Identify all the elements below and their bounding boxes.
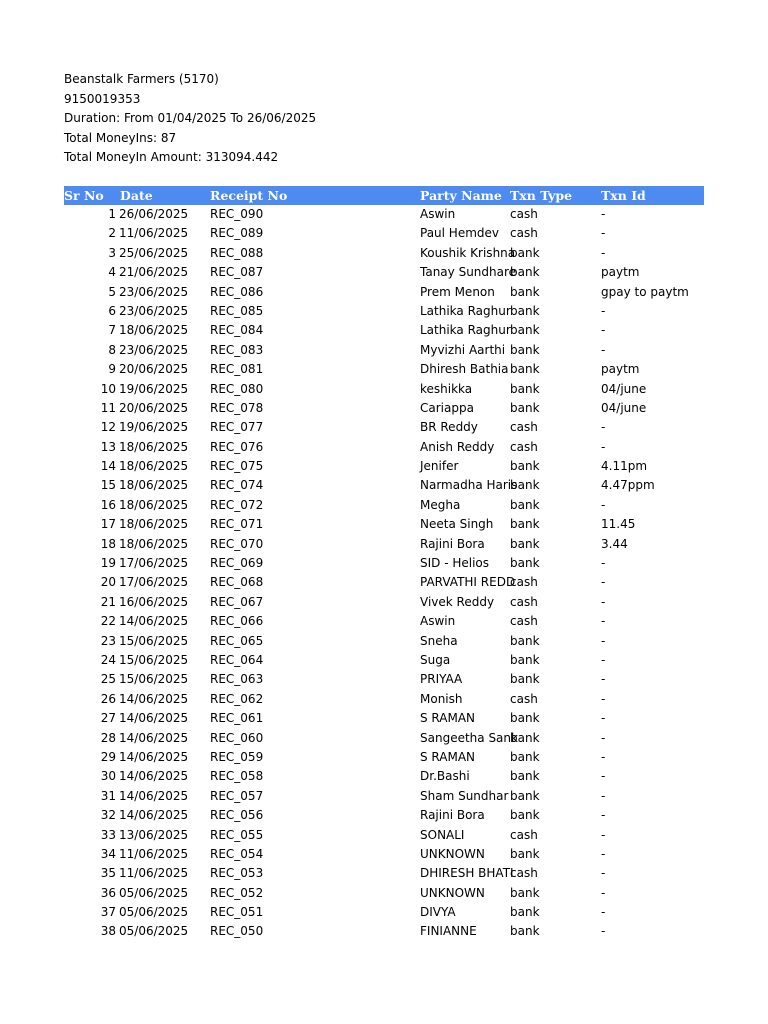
date-cell: 18/06/2025 xyxy=(119,439,189,454)
receipt-no-cell: REC_088 xyxy=(210,245,264,260)
sr-no-cell: 19 xyxy=(100,556,116,571)
table-row xyxy=(64,670,704,689)
date-cell: 14/06/2025 xyxy=(119,691,189,706)
txn-id-cell: 3.44 xyxy=(601,536,628,551)
date-cell: 14/06/2025 xyxy=(119,711,189,726)
sr-no-cell: 27 xyxy=(100,711,116,726)
txn-id-cell: - xyxy=(601,323,606,338)
date-cell: 13/06/2025 xyxy=(119,827,189,842)
txn-id-cell: - xyxy=(601,226,606,241)
table-row xyxy=(64,515,704,534)
date-cell: 18/06/2025 xyxy=(119,323,189,338)
sr-no-cell: 28 xyxy=(100,730,116,745)
date-cell: 14/06/2025 xyxy=(119,788,189,803)
party-name-cell: Megha xyxy=(420,497,461,512)
txn-id-cell: - xyxy=(601,866,606,881)
party-name-cell: Paul Hemdev xyxy=(420,226,500,241)
company-name: Beanstalk Farmers (5170) xyxy=(64,72,219,86)
txn-type-cell: bank xyxy=(510,788,540,803)
txn-type-cell: cash xyxy=(510,866,538,881)
date-cell: 14/06/2025 xyxy=(119,614,189,629)
txn-type-cell: bank xyxy=(510,284,540,299)
txn-id-cell: paytm xyxy=(601,362,640,377)
receipt-no-cell: REC_076 xyxy=(210,439,264,454)
sr-no-cell: 20 xyxy=(100,575,116,590)
receipt-no-cell: REC_051 xyxy=(210,905,264,920)
sr-no-cell: 12 xyxy=(100,420,116,435)
receipt-no-cell: REC_083 xyxy=(210,342,264,357)
date-cell: 19/06/2025 xyxy=(119,381,189,396)
table-row xyxy=(64,593,704,612)
table-row xyxy=(64,922,704,941)
receipt-no-cell: REC_078 xyxy=(210,400,264,415)
sr-no-cell: 15 xyxy=(100,478,116,493)
date-cell: 21/06/2025 xyxy=(119,265,189,280)
txn-type-cell: bank xyxy=(510,342,540,357)
receipt-no-cell: REC_074 xyxy=(210,478,264,493)
txn-type-cell: bank xyxy=(510,400,540,415)
party-name-cell: Jenifer xyxy=(420,459,459,474)
date-cell: 19/06/2025 xyxy=(119,420,189,435)
txn-type-cell: cash xyxy=(510,594,538,609)
sr-no-cell: 29 xyxy=(100,749,116,764)
sr-no-cell: 26 xyxy=(100,691,116,706)
table-row xyxy=(64,709,704,728)
table-row xyxy=(64,651,704,670)
receipt-no-cell: REC_087 xyxy=(210,265,264,280)
date-cell: 25/06/2025 xyxy=(119,245,189,260)
txn-type-cell: bank xyxy=(510,517,540,532)
sr-no-cell: 13 xyxy=(100,439,116,454)
txn-type-cell: bank xyxy=(510,323,540,338)
party-name-cell: Monish xyxy=(420,691,463,706)
table-row xyxy=(64,729,704,748)
date-cell: 05/06/2025 xyxy=(119,885,189,900)
party-name-cell: UNKNOWN xyxy=(420,885,485,900)
receipt-no-cell: REC_084 xyxy=(210,323,264,338)
table-row xyxy=(64,321,704,340)
party-name-cell: S RAMAN xyxy=(420,711,476,726)
sr-no-cell: 38 xyxy=(100,924,116,939)
date-cell: 26/06/2025 xyxy=(119,207,189,221)
txn-type-cell: cash xyxy=(510,439,538,454)
receipt-no-cell: REC_090 xyxy=(210,207,264,221)
table-row xyxy=(64,476,704,495)
sr-no-cell: 33 xyxy=(100,827,116,842)
party-name-cell: Aswin xyxy=(420,614,456,629)
txn-type-cell: bank xyxy=(510,245,540,260)
party-name-cell: BR Reddy xyxy=(420,420,478,435)
total-moneyin-amount: Total MoneyIn Amount: 313094.442 xyxy=(64,150,279,164)
date-cell: 14/06/2025 xyxy=(119,749,189,764)
txn-type-cell: cash xyxy=(510,207,538,221)
txn-type-cell: cash xyxy=(510,827,538,842)
txn-type-cell: bank xyxy=(510,459,540,474)
receipt-no-cell: REC_069 xyxy=(210,556,264,571)
party-name-cell: Suga xyxy=(420,652,451,667)
receipt-no-cell: REC_089 xyxy=(210,226,264,241)
txn-id-cell: - xyxy=(601,905,606,920)
party-name-cell: Lathika Raghur xyxy=(420,323,511,338)
txn-id-cell: - xyxy=(601,497,606,512)
date-cell: 15/06/2025 xyxy=(119,652,189,667)
table-row xyxy=(64,612,704,631)
txn-type-cell: bank xyxy=(510,769,540,784)
txn-id-cell: - xyxy=(601,691,606,706)
txn-id-cell: paytm xyxy=(601,265,640,280)
txn-type-cell: bank xyxy=(510,633,540,648)
receipt-no-cell: REC_060 xyxy=(210,730,264,745)
txn-type-cell: cash xyxy=(510,575,538,590)
txn-type-cell: bank xyxy=(510,265,540,280)
txn-type-cell: cash xyxy=(510,226,538,241)
date-cell: 11/06/2025 xyxy=(119,866,189,881)
date-cell: 15/06/2025 xyxy=(119,633,189,648)
date-cell: 05/06/2025 xyxy=(119,924,189,939)
party-name-cell: PARVATHI REDD xyxy=(420,575,516,590)
receipt-no-cell: REC_059 xyxy=(210,749,264,764)
table-row xyxy=(64,864,704,883)
txn-id-cell: - xyxy=(601,575,606,590)
txn-id-cell: - xyxy=(601,749,606,764)
party-name-cell: DHIRESH BHATI xyxy=(420,866,514,881)
party-name-cell: Lathika Raghur xyxy=(420,303,511,318)
table-row xyxy=(64,903,704,922)
txn-type-cell: bank xyxy=(510,749,540,764)
txn-type-cell: bank xyxy=(510,652,540,667)
receipt-no-cell: REC_053 xyxy=(210,866,264,881)
column-header-receipt-no: Receipt No xyxy=(210,188,288,203)
sr-no-cell: 7 xyxy=(108,323,116,338)
column-header-party-name: Party Name xyxy=(420,188,502,203)
sr-no-cell: 37 xyxy=(100,905,116,920)
txn-type-cell: bank xyxy=(510,536,540,551)
party-name-cell: Vivek Reddy xyxy=(420,594,495,609)
phone-number: 9150019353 xyxy=(64,91,141,106)
receipt-no-cell: REC_072 xyxy=(210,497,264,512)
receipt-no-cell: REC_085 xyxy=(210,303,264,318)
txn-id-cell: - xyxy=(601,846,606,861)
duration-text: Duration: From 01/04/2025 To 26/06/2025 xyxy=(64,111,317,125)
table-header-row xyxy=(64,186,704,205)
receipt-no-cell: REC_064 xyxy=(210,652,264,667)
sr-no-cell: 16 xyxy=(100,497,116,512)
table-row xyxy=(64,302,704,321)
party-name-cell: Dr.Bashi xyxy=(420,769,470,784)
receipt-no-cell: REC_062 xyxy=(210,691,264,706)
txn-type-cell: bank xyxy=(510,905,540,920)
table-row xyxy=(64,496,704,515)
party-name-cell: Sneha xyxy=(420,633,458,648)
txn-id-cell: - xyxy=(601,614,606,629)
txn-id-cell: 4.47ppm xyxy=(601,478,655,493)
date-cell: 18/06/2025 xyxy=(119,536,189,551)
table-row xyxy=(64,767,704,786)
party-name-cell: FINIANNE xyxy=(420,924,477,939)
date-cell: 18/06/2025 xyxy=(119,478,189,493)
table-row xyxy=(64,690,704,709)
table-row xyxy=(64,418,704,437)
date-cell: 14/06/2025 xyxy=(119,730,189,745)
table-row xyxy=(64,380,704,399)
date-cell: 20/06/2025 xyxy=(119,400,189,415)
report-header xyxy=(64,70,704,168)
table-row xyxy=(64,224,704,243)
date-cell: 14/06/2025 xyxy=(119,808,189,823)
table-row xyxy=(64,205,704,224)
receipt-no-cell: REC_081 xyxy=(210,362,264,377)
receipt-no-cell: REC_077 xyxy=(210,420,264,435)
sr-no-cell: 31 xyxy=(100,788,116,803)
receipt-no-cell: REC_066 xyxy=(210,614,264,629)
table-row xyxy=(64,748,704,767)
txn-id-cell: - xyxy=(601,652,606,667)
sr-no-cell: 3 xyxy=(108,245,116,260)
date-cell: 05/06/2025 xyxy=(119,905,189,920)
txn-id-cell: - xyxy=(601,730,606,745)
receipt-no-cell: REC_086 xyxy=(210,284,264,299)
txn-type-cell: cash xyxy=(510,691,538,706)
date-cell: 23/06/2025 xyxy=(119,342,189,357)
txn-type-cell: bank xyxy=(510,846,540,861)
receipt-no-cell: REC_050 xyxy=(210,924,264,939)
txn-id-cell: 11.45 xyxy=(601,517,636,532)
txn-id-cell: - xyxy=(601,556,606,571)
receipt-no-cell: REC_057 xyxy=(210,788,264,803)
receipt-no-cell: REC_063 xyxy=(210,672,264,687)
table-row xyxy=(64,826,704,845)
txn-id-cell: - xyxy=(601,245,606,260)
txn-type-cell: bank xyxy=(510,924,540,939)
date-cell: 11/06/2025 xyxy=(119,226,189,241)
table-row xyxy=(64,632,704,651)
txn-id-cell: - xyxy=(601,924,606,939)
receipt-no-cell: REC_054 xyxy=(210,846,264,861)
party-name-cell: PRIYAA xyxy=(420,672,463,687)
party-name-cell: Tanay Sundhare xyxy=(420,265,517,280)
receipt-no-cell: REC_056 xyxy=(210,808,264,823)
sr-no-cell: 2 xyxy=(108,226,116,241)
txn-type-cell: bank xyxy=(510,497,540,512)
party-name-cell: Sham Sundhar xyxy=(420,788,509,803)
date-cell: 20/06/2025 xyxy=(119,362,189,377)
table-row xyxy=(64,360,704,379)
receipt-no-cell: REC_075 xyxy=(210,459,264,474)
txn-type-cell: bank xyxy=(510,303,540,318)
column-header-txn-id: Txn Id xyxy=(601,188,646,203)
txn-id-cell: - xyxy=(601,788,606,803)
sr-no-cell: 34 xyxy=(100,846,116,861)
txn-type-cell: bank xyxy=(510,885,540,900)
txn-type-cell: bank xyxy=(510,381,540,396)
txn-type-cell: cash xyxy=(510,420,538,435)
sr-no-cell: 5 xyxy=(108,284,116,299)
txn-id-cell: gpay to paytm xyxy=(601,284,689,299)
sr-no-cell: 21 xyxy=(100,594,116,609)
sr-no-cell: 35 xyxy=(100,866,116,881)
txn-id-cell: - xyxy=(601,420,606,435)
txn-id-cell: 04/june xyxy=(601,400,647,415)
sr-no-cell: 22 xyxy=(100,614,116,629)
txn-id-cell: - xyxy=(601,207,606,221)
txn-type-cell: bank xyxy=(510,672,540,687)
date-cell: 17/06/2025 xyxy=(119,556,189,571)
txn-id-cell: - xyxy=(601,827,606,842)
receipt-no-cell: REC_080 xyxy=(210,381,264,396)
txn-type-cell: bank xyxy=(510,478,540,493)
table-row xyxy=(64,341,704,360)
party-name-cell: Prem Menon xyxy=(420,284,495,299)
txn-id-cell: - xyxy=(601,672,606,687)
sr-no-cell: 6 xyxy=(108,303,116,318)
receipt-no-cell: REC_052 xyxy=(210,885,264,900)
party-name-cell: keshikka xyxy=(420,381,473,396)
column-header-date: Date xyxy=(120,188,153,203)
party-name-cell: Anish Reddy xyxy=(420,439,495,454)
txn-id-cell: - xyxy=(601,885,606,900)
total-moneyins: Total MoneyIns: 87 xyxy=(64,130,177,145)
txn-type-cell: cash xyxy=(510,614,538,629)
txn-id-cell: 04/june xyxy=(601,381,647,396)
party-name-cell: UNKNOWN xyxy=(420,846,485,861)
party-name-cell: SONALI xyxy=(420,827,465,842)
party-name-cell: Dhiresh Bathia xyxy=(420,362,509,377)
receipt-no-cell: REC_065 xyxy=(210,633,264,648)
party-name-cell: Neeta Singh xyxy=(420,517,494,532)
sr-no-cell: 1 xyxy=(108,207,116,221)
table-row xyxy=(64,457,704,476)
table-row xyxy=(64,787,704,806)
date-cell: 14/06/2025 xyxy=(119,769,189,784)
txn-id-cell: - xyxy=(601,769,606,784)
date-cell: 18/06/2025 xyxy=(119,459,189,474)
txn-type-cell: bank xyxy=(510,556,540,571)
sr-no-cell: 14 xyxy=(100,459,116,474)
date-cell: 18/06/2025 xyxy=(119,497,189,512)
table-row xyxy=(64,573,704,592)
date-cell: 16/06/2025 xyxy=(119,594,189,609)
sr-no-cell: 10 xyxy=(100,381,116,396)
date-cell: 18/06/2025 xyxy=(119,517,189,532)
party-name-cell: Cariappa xyxy=(420,400,474,415)
date-cell: 23/06/2025 xyxy=(119,284,189,299)
party-name-cell: Rajini Bora xyxy=(420,536,485,551)
party-name-cell: Koushik Krishna xyxy=(420,245,516,260)
receipt-no-cell: REC_055 xyxy=(210,827,264,842)
txn-id-cell: - xyxy=(601,303,606,318)
txn-id-cell: - xyxy=(601,808,606,823)
sr-no-cell: 30 xyxy=(100,769,116,784)
txn-id-cell: - xyxy=(601,439,606,454)
txn-type-cell: bank xyxy=(510,711,540,726)
sr-no-cell: 36 xyxy=(100,885,116,900)
table-row xyxy=(64,438,704,457)
txn-type-cell: bank xyxy=(510,362,540,377)
receipt-no-cell: REC_067 xyxy=(210,594,264,609)
table-row xyxy=(64,283,704,302)
txn-id-cell: - xyxy=(601,342,606,357)
party-name-cell: SID - Helios xyxy=(420,556,490,571)
sr-no-cell: 23 xyxy=(100,633,116,648)
party-name-cell: Sangeetha Sank xyxy=(420,730,518,745)
receipt-no-cell: REC_070 xyxy=(210,536,264,551)
txn-id-cell: 4.11pm xyxy=(601,459,648,474)
sr-no-cell: 25 xyxy=(100,672,116,687)
date-cell: 11/06/2025 xyxy=(119,846,189,861)
sr-no-cell: 11 xyxy=(100,400,116,415)
party-name-cell: DIVYA xyxy=(420,905,456,920)
table-row xyxy=(64,244,704,263)
table-body xyxy=(64,205,704,942)
date-cell: 23/06/2025 xyxy=(119,303,189,318)
party-name-cell: Myvizhi Aarthi xyxy=(420,342,506,357)
sr-no-cell: 32 xyxy=(100,808,116,823)
column-header-txn-type: Txn Type xyxy=(510,188,573,203)
table-row xyxy=(64,845,704,864)
table-row xyxy=(64,535,704,554)
txn-id-cell: - xyxy=(601,633,606,648)
table-row xyxy=(64,884,704,903)
party-name-cell: Rajini Bora xyxy=(420,808,485,823)
party-name-cell: Aswin xyxy=(420,207,456,221)
party-name-cell: Narmadha Haris xyxy=(420,478,518,493)
date-cell: 15/06/2025 xyxy=(119,672,189,687)
txn-id-cell: - xyxy=(601,594,606,609)
txn-type-cell: bank xyxy=(510,730,540,745)
table-row xyxy=(64,554,704,573)
table-row xyxy=(64,263,704,282)
sr-no-cell: 9 xyxy=(108,362,116,377)
txn-id-cell: - xyxy=(601,711,606,726)
sr-no-cell: 17 xyxy=(100,517,116,532)
date-cell: 17/06/2025 xyxy=(119,575,189,590)
sr-no-cell: 24 xyxy=(100,652,116,667)
sr-no-cell: 4 xyxy=(108,265,116,280)
column-header-sr-no: Sr No xyxy=(64,188,104,203)
sr-no-cell: 18 xyxy=(100,536,116,551)
receipt-no-cell: REC_068 xyxy=(210,575,264,590)
receipt-no-cell: REC_058 xyxy=(210,769,264,784)
receipt-no-cell: REC_071 xyxy=(210,517,264,532)
party-name-cell: S RAMAN xyxy=(420,749,476,764)
table-row xyxy=(64,806,704,825)
receipt-no-cell: REC_061 xyxy=(210,711,264,726)
table-row xyxy=(64,399,704,418)
sr-no-cell: 8 xyxy=(108,342,116,357)
txn-type-cell: bank xyxy=(510,808,540,823)
